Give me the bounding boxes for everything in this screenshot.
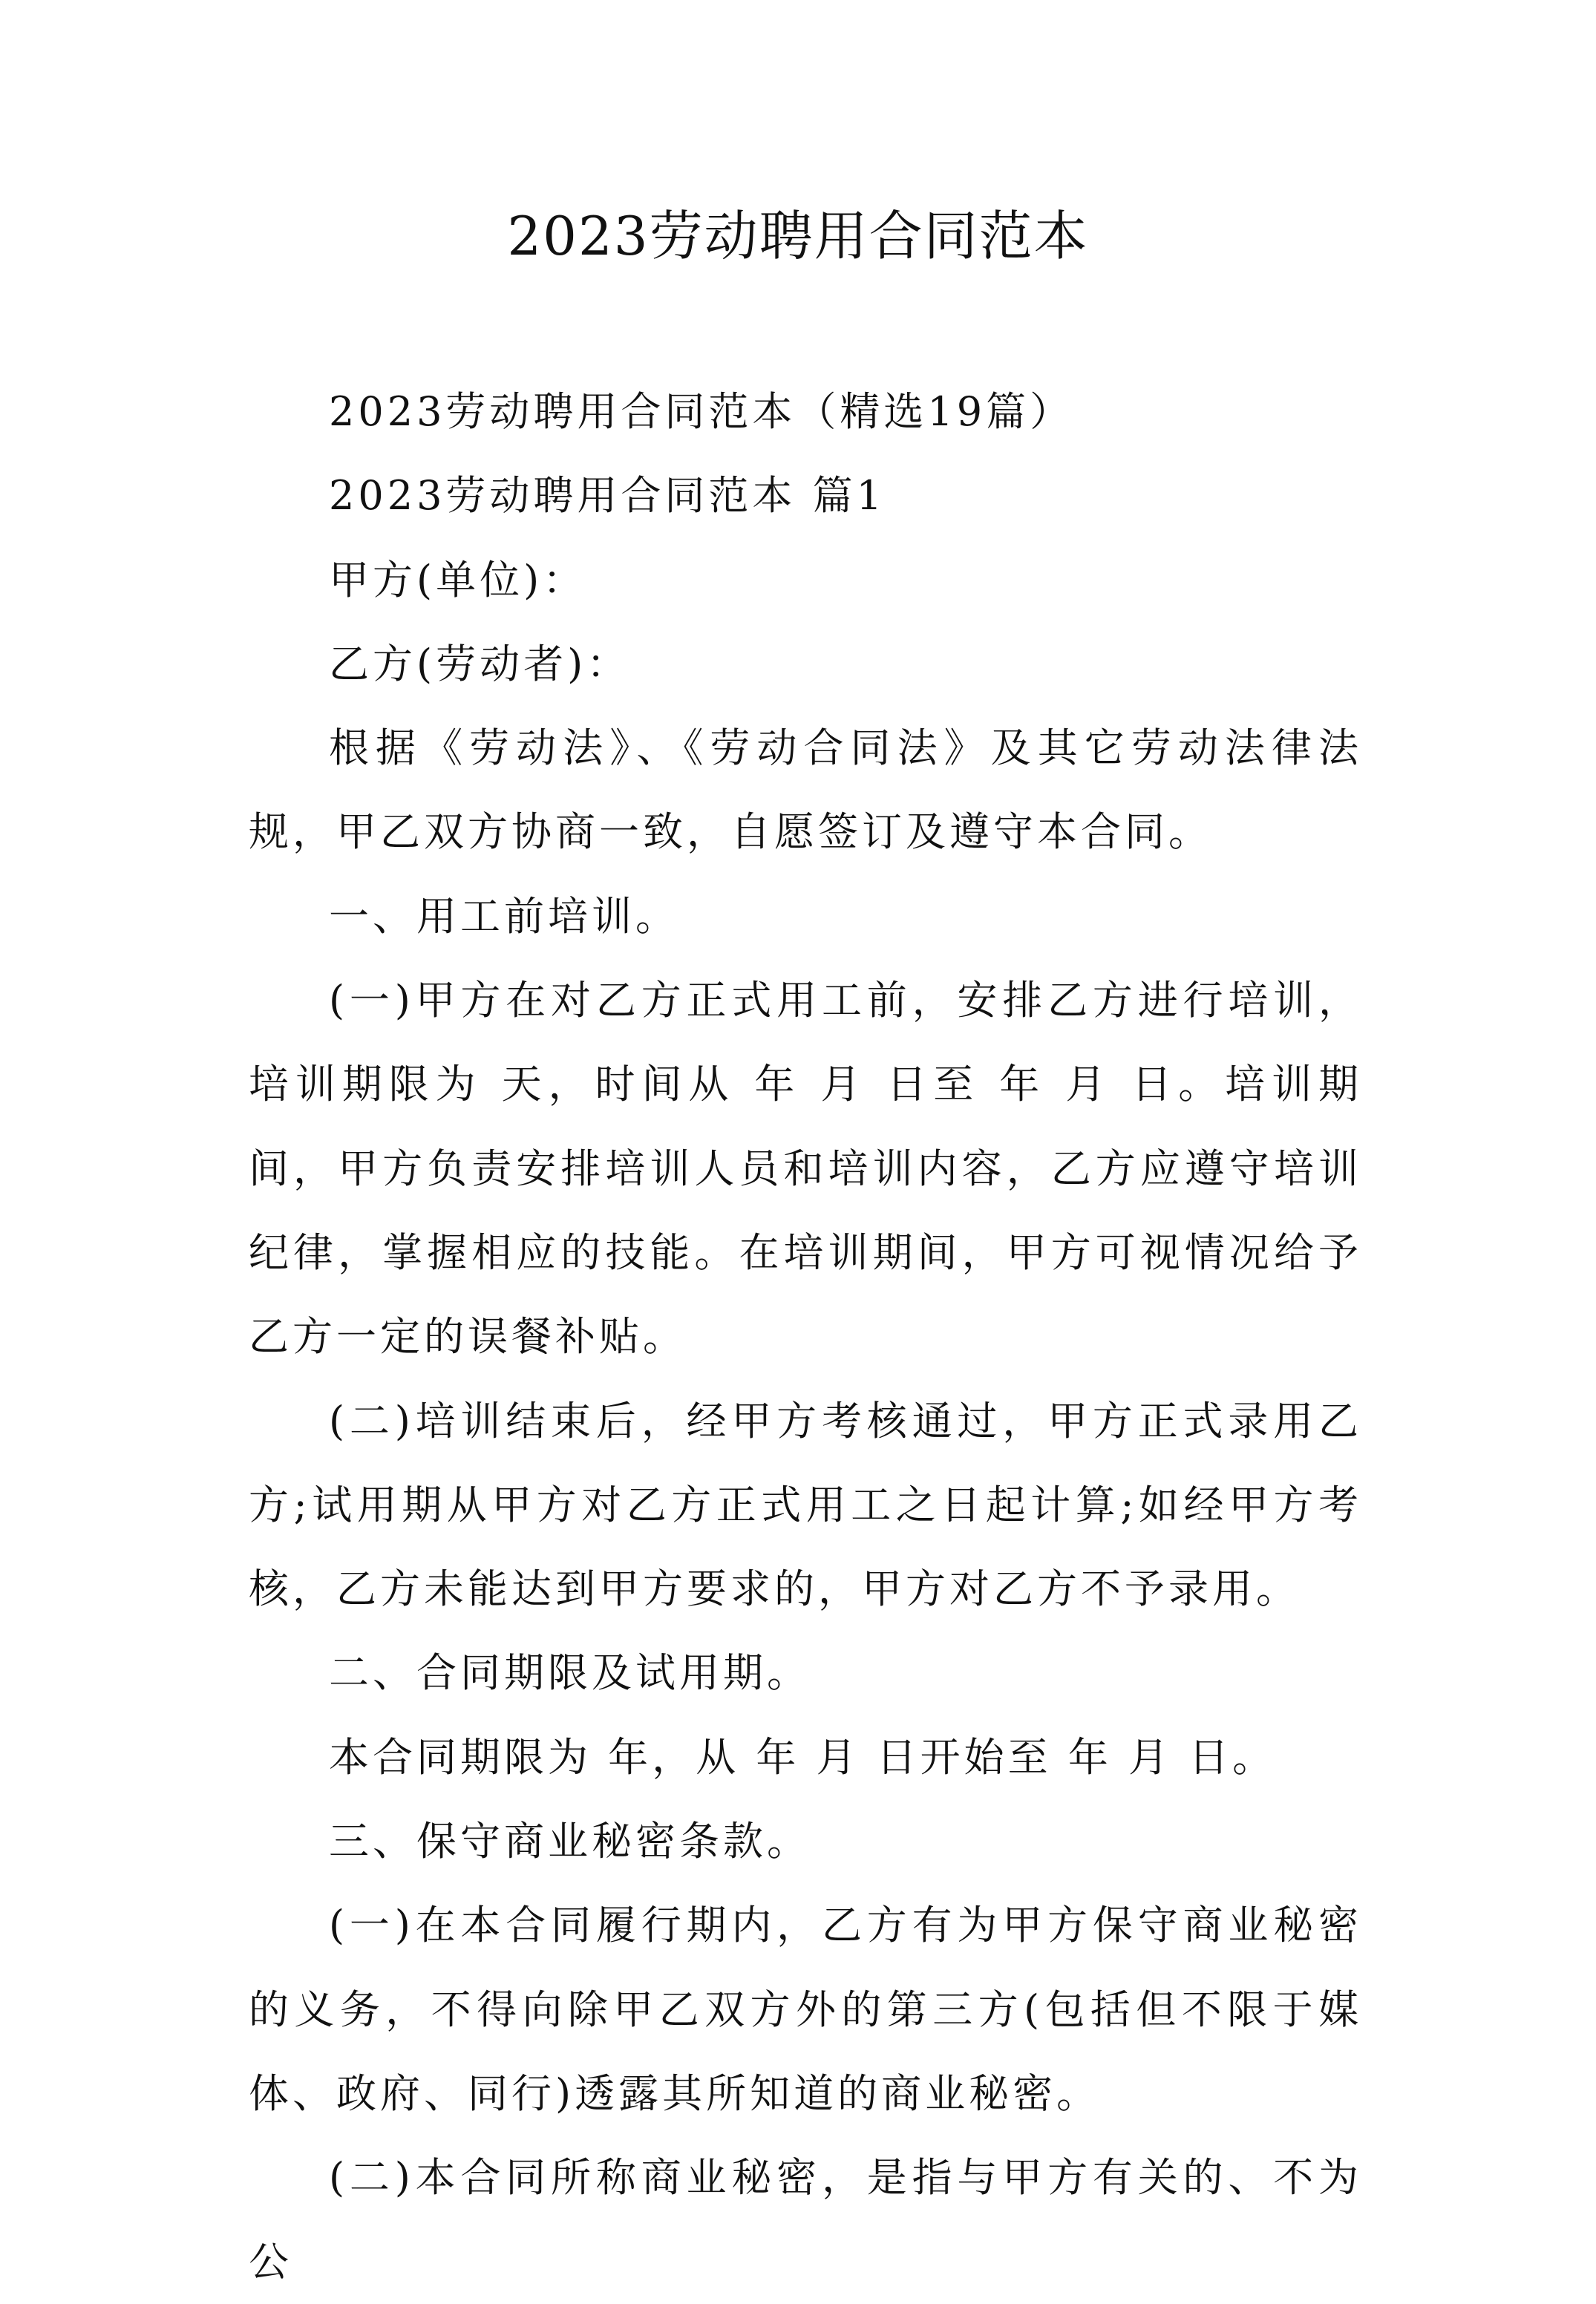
paragraph-party-b: 乙方(劳动者)： xyxy=(329,640,631,687)
document-body xyxy=(249,370,1362,2304)
paragraph-preamble: 根据《劳动法》、《劳动合同法》及其它劳动法律法规，甲乙双方协商一致，自愿签订及遵守本合同。 xyxy=(249,724,1362,856)
paragraph-subtitle: 2023劳动聘用合同范本（精选19篇） xyxy=(329,388,1074,435)
paragraph-clause-2-term: 本合同期限为 年，从 年 月 日开始至 年 月 日。 xyxy=(329,1733,1277,1781)
paragraph-clause-1-2: (二)培训结束后，经甲方考核通过，甲方正式录用乙方;试用期从甲方对乙方正式用工之日起计算;如经甲方考核，乙方未能达到甲方要求的，甲方对乙方不予录用。 xyxy=(249,1397,1362,1613)
paragraph-section-heading: 2023劳动聘用合同范本 篇1 xyxy=(329,472,886,520)
paragraph-clause-1-1: (一)甲方在对乙方正式用工前，安排乙方进行培训，培训期限为 天，时间从 年 月 日至 年 月 日。培训期间，甲方负责安排培训人员和培训内容，乙方应遵守培训纪律，掌握相应的技能。在培训期间，甲方可视情况给予乙方一定的误餐补贴。 xyxy=(249,977,1362,1361)
paragraph-clause-3-heading: 三、保守商业秘密条款。 xyxy=(329,1818,811,1865)
paragraph-party-a: 甲方(单位)： xyxy=(329,556,587,603)
document-title: 2023劳动聘用合同范本 xyxy=(507,205,1089,267)
paragraph-clause-3-2: (二)本合同所称商业秘密，是指与甲方有关的、不为公 xyxy=(249,2154,1362,2285)
paragraph-clause-2-heading: 二、合同期限及试用期。 xyxy=(329,1649,811,1697)
paragraph-clause-3-1: (一)在本合同履行期内，乙方有为甲方保守商业秘密的义务，不得向除甲乙双方外的第三方(包括但不限于媒体、政府、同行)透露其所知道的商业秘密。 xyxy=(249,1902,1362,2117)
paragraph-clause-1-heading: 一、用工前培训。 xyxy=(329,892,679,940)
